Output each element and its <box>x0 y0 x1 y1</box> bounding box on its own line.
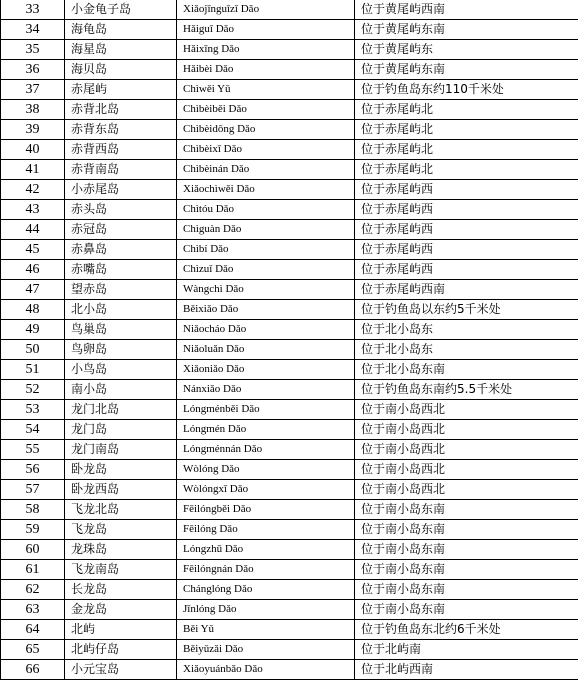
row-number: 44 <box>1 220 65 240</box>
table-row <box>1 40 578 60</box>
table-row <box>1 320 578 340</box>
row-number: 35 <box>1 40 65 60</box>
island-pinyin: Hǎixīng Dǎo <box>177 40 355 60</box>
row-number: 64 <box>1 620 65 640</box>
island-name: 飞龙南岛 <box>65 560 177 580</box>
row-number: 39 <box>1 120 65 140</box>
row-number: 54 <box>1 420 65 440</box>
row-number: 36 <box>1 60 65 80</box>
island-name: 赤嘴岛 <box>65 260 177 280</box>
row-number: 55 <box>1 440 65 460</box>
row-number: 41 <box>1 160 65 180</box>
island-pinyin: Lóngménběi Dǎo <box>177 400 355 420</box>
island-location: 位于赤尾屿西 <box>355 180 578 200</box>
island-name: 飞龙岛 <box>65 520 177 540</box>
table-row <box>1 540 578 560</box>
island-name: 赤背北岛 <box>65 100 177 120</box>
table-row <box>1 420 578 440</box>
island-pinyin: Chìguàn Dǎo <box>177 220 355 240</box>
table-row <box>1 180 578 200</box>
island-location: 位于赤尾屿西南 <box>355 280 578 300</box>
island-location: 位于赤尾屿西 <box>355 240 578 260</box>
table-row <box>1 480 578 500</box>
island-pinyin: Chìbèixī Dǎo <box>177 140 355 160</box>
row-number: 47 <box>1 280 65 300</box>
island-name: 南小岛 <box>65 380 177 400</box>
island-pinyin: Chìbèidōng Dǎo <box>177 120 355 140</box>
row-number: 63 <box>1 600 65 620</box>
table-row <box>1 440 578 460</box>
table-row <box>1 20 578 40</box>
island-name: 小鸟岛 <box>65 360 177 380</box>
island-name: 赤冠岛 <box>65 220 177 240</box>
island-location: 位于南小岛东南 <box>355 600 578 620</box>
island-name: 长龙岛 <box>65 580 177 600</box>
row-number: 45 <box>1 240 65 260</box>
row-number: 57 <box>1 480 65 500</box>
table-row <box>1 60 578 80</box>
island-name: 赤头岛 <box>65 200 177 220</box>
island-pinyin: Jīnlóng Dǎo <box>177 600 355 620</box>
table-row <box>1 140 578 160</box>
island-name: 金龙岛 <box>65 600 177 620</box>
island-name: 龙门岛 <box>65 420 177 440</box>
island-pinyin: Xiǎoniǎo Dǎo <box>177 360 355 380</box>
row-number: 42 <box>1 180 65 200</box>
island-location: 位于南小岛东南 <box>355 580 578 600</box>
island-location: 位于南小岛东南 <box>355 500 578 520</box>
table-row <box>1 660 578 680</box>
island-pinyin: Chìwěi Yǔ <box>177 80 355 100</box>
row-number: 56 <box>1 460 65 480</box>
island-pinyin: Hǎiguī Dǎo <box>177 20 355 40</box>
table-row <box>1 220 578 240</box>
island-pinyin: Fēilóngnán Dǎo <box>177 560 355 580</box>
table-row <box>1 0 578 20</box>
table-row <box>1 240 578 260</box>
island-location: 位于黄尾屿东南 <box>355 60 578 80</box>
island-pinyin: Lóngzhū Dǎo <box>177 540 355 560</box>
island-name: 北小岛 <box>65 300 177 320</box>
island-pinyin: Wòlóngxī Dǎo <box>177 480 355 500</box>
row-number: 34 <box>1 20 65 40</box>
island-name: 鸟巢岛 <box>65 320 177 340</box>
row-number: 40 <box>1 140 65 160</box>
row-number: 49 <box>1 320 65 340</box>
island-location: 位于黄尾屿东 <box>355 40 578 60</box>
island-name: 海贝岛 <box>65 60 177 80</box>
island-pinyin: Chìzuǐ Dǎo <box>177 260 355 280</box>
row-number: 61 <box>1 560 65 580</box>
island-name: 卧龙岛 <box>65 460 177 480</box>
row-number: 53 <box>1 400 65 420</box>
island-location: 位于钓鱼岛以东约5千米处 <box>355 300 578 320</box>
island-location: 位于钓鱼岛东约110千米处 <box>355 80 578 100</box>
island-location: 位于黄尾屿东南 <box>355 20 578 40</box>
island-location: 位于北屿西南 <box>355 660 578 680</box>
island-pinyin: Chánglóng Dǎo <box>177 580 355 600</box>
island-location: 位于南小岛西北 <box>355 480 578 500</box>
table-row <box>1 500 578 520</box>
island-location: 位于赤尾屿北 <box>355 120 578 140</box>
row-number: 65 <box>1 640 65 660</box>
island-name: 鸟卵岛 <box>65 340 177 360</box>
island-location: 位于黄尾屿西南 <box>355 0 578 20</box>
island-name: 赤鼻岛 <box>65 240 177 260</box>
island-name: 小赤尾岛 <box>65 180 177 200</box>
island-pinyin: Lóngménnán Dǎo <box>177 440 355 460</box>
table-row <box>1 160 578 180</box>
island-name: 赤背南岛 <box>65 160 177 180</box>
island-location: 位于南小岛西北 <box>355 440 578 460</box>
island-name: 北屿 <box>65 620 177 640</box>
table-row <box>1 100 578 120</box>
island-name: 海龟岛 <box>65 20 177 40</box>
island-location: 位于钓鱼岛东南约5.5千米处 <box>355 380 578 400</box>
island-pinyin: Fēilóng Dǎo <box>177 520 355 540</box>
island-pinyin: Xiǎochìwěi Dǎo <box>177 180 355 200</box>
island-location: 位于南小岛西北 <box>355 460 578 480</box>
island-pinyin: Nánxiǎo Dǎo <box>177 380 355 400</box>
island-location: 位于南小岛东南 <box>355 520 578 540</box>
island-name: 小金龟子岛 <box>65 0 177 20</box>
island-pinyin: Niǎoluǎn Dǎo <box>177 340 355 360</box>
island-pinyin: Chìtóu Dǎo <box>177 200 355 220</box>
island-location: 位于南小岛西北 <box>355 420 578 440</box>
island-location: 位于赤尾屿西 <box>355 260 578 280</box>
table-row <box>1 80 578 100</box>
table-row <box>1 400 578 420</box>
island-name: 飞龙北岛 <box>65 500 177 520</box>
row-number: 46 <box>1 260 65 280</box>
island-name: 小元宝岛 <box>65 660 177 680</box>
island-name: 赤尾屿 <box>65 80 177 100</box>
table-row <box>1 340 578 360</box>
island-pinyin: Běiyǔzǎi Dǎo <box>177 640 355 660</box>
table-row <box>1 280 578 300</box>
table-row <box>1 520 578 540</box>
table-row <box>1 460 578 480</box>
island-pinyin: Běi Yǔ <box>177 620 355 640</box>
island-name: 龙门南岛 <box>65 440 177 460</box>
row-number: 37 <box>1 80 65 100</box>
table-row <box>1 360 578 380</box>
table-row <box>1 620 578 640</box>
island-location: 位于赤尾屿北 <box>355 100 578 120</box>
island-pinyin: Xiǎojīnguīzǐ Dǎo <box>177 0 355 20</box>
row-number: 60 <box>1 540 65 560</box>
island-name: 海星岛 <box>65 40 177 60</box>
island-pinyin: Běixiǎo Dǎo <box>177 300 355 320</box>
row-number: 62 <box>1 580 65 600</box>
island-name: 北屿仔岛 <box>65 640 177 660</box>
row-number: 66 <box>1 660 65 680</box>
island-name: 赤背东岛 <box>65 120 177 140</box>
island-pinyin: Fēilóngběi Dǎo <box>177 500 355 520</box>
table-row <box>1 120 578 140</box>
row-number: 52 <box>1 380 65 400</box>
row-number: 58 <box>1 500 65 520</box>
island-pinyin: Hǎibèi Dǎo <box>177 60 355 80</box>
island-location: 位于赤尾屿西 <box>355 200 578 220</box>
island-location: 位于钓鱼岛东北约6千米处 <box>355 620 578 640</box>
island-name: 龙门北岛 <box>65 400 177 420</box>
table-row <box>1 380 578 400</box>
island-pinyin: Wòlóng Dǎo <box>177 460 355 480</box>
island-location: 位于南小岛西北 <box>355 400 578 420</box>
island-location: 位于南小岛东南 <box>355 560 578 580</box>
table-body <box>1 0 578 680</box>
island-name: 望赤岛 <box>65 280 177 300</box>
table-row <box>1 260 578 280</box>
table-row <box>1 640 578 660</box>
island-pinyin: Xiǎoyuánbǎo Dǎo <box>177 660 355 680</box>
row-number: 43 <box>1 200 65 220</box>
island-location: 位于北小岛东 <box>355 320 578 340</box>
island-name: 龙珠岛 <box>65 540 177 560</box>
island-pinyin: Chìbèinán Dǎo <box>177 160 355 180</box>
table-row <box>1 300 578 320</box>
island-location: 位于北屿南 <box>355 640 578 660</box>
island-pinyin: Chìbí Dǎo <box>177 240 355 260</box>
row-number: 38 <box>1 100 65 120</box>
island-pinyin: Niǎocháo Dǎo <box>177 320 355 340</box>
island-location: 位于北小岛东南 <box>355 360 578 380</box>
island-pinyin: Chìbèiběi Dǎo <box>177 100 355 120</box>
row-number: 50 <box>1 340 65 360</box>
table-row <box>1 200 578 220</box>
island-name: 卧龙西岛 <box>65 480 177 500</box>
island-location: 位于赤尾屿北 <box>355 140 578 160</box>
table-row <box>1 560 578 580</box>
row-number: 33 <box>1 0 65 20</box>
table-row <box>1 600 578 620</box>
island-location: 位于赤尾屿北 <box>355 160 578 180</box>
island-location: 位于南小岛东南 <box>355 540 578 560</box>
row-number: 51 <box>1 360 65 380</box>
island-location: 位于赤尾屿西 <box>355 220 578 240</box>
island-pinyin: Wàngchì Dǎo <box>177 280 355 300</box>
row-number: 48 <box>1 300 65 320</box>
island-location: 位于北小岛东 <box>355 340 578 360</box>
table-row <box>1 580 578 600</box>
island-pinyin: Lóngmén Dǎo <box>177 420 355 440</box>
row-number: 59 <box>1 520 65 540</box>
island-name: 赤背西岛 <box>65 140 177 160</box>
